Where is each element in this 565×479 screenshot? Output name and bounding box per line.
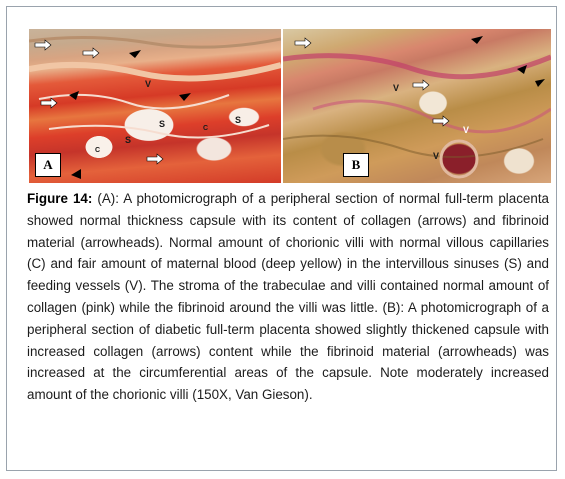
figure-frame [6, 6, 557, 471]
sinus-mark: S [159, 119, 166, 129]
vessel-mark: V [463, 125, 470, 135]
capillary-mark: C [95, 147, 101, 154]
sinus-mark: S [125, 135, 132, 145]
panel-b-label: B [343, 153, 369, 177]
micrograph-panel-b [283, 29, 551, 183]
panel-b-texture [283, 29, 551, 183]
panel-a-label: A [35, 153, 61, 177]
caption-text: (A): A photomicrograph of a peripheral section of normal full-term placenta showed normal thickness capsule with its content of collagen (arrows) and fibrinoid material (arrowheads). Normal amount of chorionic villi with normal villous capillaries (C) and fair amount of maternal blood (deep yellow) in the intervillous sinuses (S) and feeding vessels (V). The stroma of the trabeculae and villi contained normal amount of collagen (pink) while the fibrinoid around the villi was little. (B): A photomicrograph of a peripheral section of diabetic full-term placenta showed slightly thickened capsule with increased collagen (arrows) content while the fibrinoid material (arrowheads) was increased at the circumferential areas of the capsule. Note moderately increased amount of the chorionic villi (150X, Van Gieson). [27, 191, 549, 403]
caption-title: Figure 14: [27, 191, 93, 206]
micrograph-panel-a [29, 29, 281, 183]
vessel-mark: V [145, 79, 152, 89]
vessel-mark: V [433, 151, 440, 161]
arrow-icon [295, 38, 449, 126]
capillary-mark: C [203, 125, 209, 132]
panel-a-texture [29, 29, 281, 183]
arrow-icon [35, 40, 166, 164]
sinus-mark: S [235, 115, 242, 125]
vessel-mark: V [393, 83, 400, 93]
figure-caption [27, 188, 549, 406]
